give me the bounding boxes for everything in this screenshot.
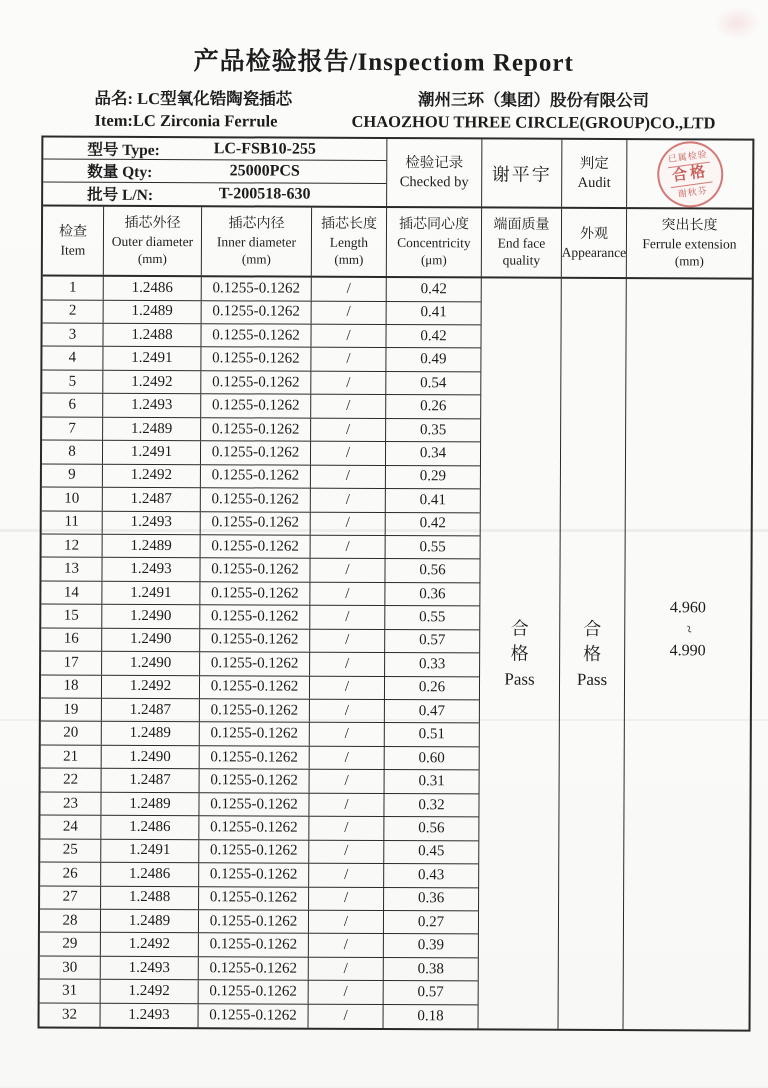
cell-concentricity: 0.43: [383, 864, 478, 887]
product-name-cn: 品名: LC型氧化锆陶瓷插芯: [94, 88, 293, 109]
cell-inner-diameter: 0.1255-0.1262: [199, 676, 309, 699]
type-label: 型号 Type:: [87, 141, 160, 159]
table-row: [40, 956, 478, 981]
appearance-result: 合 格 Pass: [558, 279, 626, 1029]
cell-concentricity: 0.57: [384, 630, 479, 653]
cell-length: /: [309, 700, 384, 723]
cell-length: /: [310, 348, 385, 371]
cell-outer-diameter: 1.2493: [102, 511, 200, 534]
cell-item-no: 28: [62, 912, 78, 929]
table-row: [40, 863, 478, 888]
table-row: [40, 909, 478, 934]
cell-item-no: 31: [62, 982, 78, 999]
cell-concentricity: 0.41: [386, 302, 481, 325]
cell-concentricity: 0.56: [383, 817, 478, 840]
cell-inner-diameter: 0.1255-0.1262: [200, 324, 310, 347]
cell-length: /: [310, 442, 385, 465]
col-header-end-face-quality: 端面质量 End face quality: [481, 209, 561, 277]
cell-length: /: [308, 817, 383, 840]
cell-concentricity: 0.27: [383, 911, 478, 934]
cell-outer-diameter: 1.2492: [100, 933, 198, 956]
col-header-concentricity: 插芯同心度 Concentricity (μm): [386, 208, 481, 276]
cell-concentricity: 0.29: [385, 466, 480, 489]
table-row: [42, 441, 480, 466]
cell-length: /: [308, 934, 383, 957]
cell-length: /: [310, 489, 385, 512]
col-header-length: 插芯长度 Length (mm): [311, 208, 386, 276]
col-header-ferrule-extension: 突出长度 Ferrule extension (mm): [626, 209, 752, 278]
product-name-en: Item:LC Zirconia Ferrule: [94, 110, 278, 131]
qc-pass-stamp-icon: [653, 137, 727, 211]
table-row: [41, 652, 479, 677]
cell-length: /: [309, 629, 384, 652]
cell-length: /: [310, 536, 385, 559]
cell-length: /: [308, 958, 383, 981]
cell-inner-diameter: 0.1255-0.1262: [201, 277, 311, 300]
cell-inner-diameter: 0.1255-0.1262: [198, 793, 308, 816]
cell-length: /: [310, 512, 385, 535]
cell-inner-diameter: 0.1255-0.1262: [201, 301, 311, 324]
table-row: [42, 417, 480, 442]
cell-outer-diameter: 1.2489: [102, 418, 200, 441]
cell-length: /: [308, 1004, 383, 1028]
inspection-table: [38, 136, 755, 1032]
table-row: [40, 1003, 478, 1028]
cell-length: /: [311, 301, 386, 324]
table-row: [42, 534, 480, 559]
lot-value: T-200518-630: [218, 185, 311, 203]
cell-item-no: 16: [63, 631, 79, 648]
cell-inner-diameter: 0.1255-0.1262: [198, 957, 308, 980]
cell-inner-diameter: 0.1255-0.1262: [200, 535, 310, 558]
cell-item-no: 30: [62, 959, 78, 976]
col-header-item: 检查 Item: [58, 224, 88, 258]
cell-length: /: [309, 676, 384, 699]
end-face-quality-result: 合 格 Pass: [478, 279, 561, 1029]
audit-stamp-cell: [626, 140, 752, 208]
table-row: [42, 347, 480, 372]
cell-outer-diameter: 1.2486: [100, 816, 198, 839]
cell-inner-diameter: 0.1255-0.1262: [200, 371, 310, 394]
table-row: [41, 605, 479, 630]
cell-outer-diameter: 1.2491: [100, 839, 198, 862]
cell-concentricity: 0.18: [383, 1005, 478, 1029]
cell-outer-diameter: 1.2491: [102, 441, 200, 464]
cell-item-no: 2: [68, 302, 77, 319]
cell-inner-diameter: 0.1255-0.1262: [200, 441, 310, 464]
cell-concentricity: 0.42: [385, 325, 480, 348]
col-header-outer-diameter: 插芯外径 Outer diameter (mm): [103, 207, 201, 275]
cell-concentricity: 0.31: [384, 770, 479, 793]
qty-label: 数量 Qty:: [87, 163, 153, 182]
table-row: [41, 769, 479, 794]
table-row: [41, 628, 479, 653]
cell-outer-diameter: 1.2486: [100, 863, 198, 886]
table-row: [42, 324, 480, 349]
table-row: [42, 511, 480, 536]
cell-length: /: [310, 325, 385, 348]
cell-inner-diameter: 0.1255-0.1262: [198, 887, 308, 910]
cell-concentricity: 0.42: [385, 513, 480, 536]
cell-length: /: [308, 911, 383, 934]
cell-item-no: 8: [68, 443, 76, 460]
checked-by-label-en: Checked by: [399, 173, 469, 190]
cell-concentricity: 0.34: [385, 442, 480, 465]
stamp-center-text: 合格: [668, 161, 712, 187]
product-name-block: [94, 88, 292, 133]
cell-length: /: [309, 770, 384, 793]
cell-inner-diameter: 0.1255-0.1262: [200, 395, 310, 418]
cell-item-no: 4: [68, 349, 77, 366]
cell-outer-diameter: 1.2491: [101, 582, 199, 605]
checked-by-name-cell: [481, 139, 561, 207]
cell-inner-diameter: 0.1255-0.1262: [199, 559, 309, 582]
cell-inner-diameter: 0.1255-0.1262: [199, 652, 309, 675]
report-title: 产品检验报告/Inspectiom Report: [193, 48, 574, 77]
cell-outer-diameter: 1.2490: [101, 629, 199, 652]
cell-length: /: [309, 583, 384, 606]
cell-length: /: [310, 465, 385, 488]
cell-outer-diameter: 1.2490: [101, 746, 199, 769]
cell-concentricity: 0.45: [383, 841, 478, 864]
cell-outer-diameter: 1.2493: [100, 1004, 198, 1028]
table-row: [40, 980, 478, 1005]
cell-item-no: 24: [62, 818, 78, 835]
type-row: [43, 138, 386, 162]
checked-by-name: 谢平宇: [491, 164, 552, 185]
cell-item-no: 18: [63, 677, 79, 695]
cell-item-no: 6: [68, 396, 77, 413]
table-row: [41, 699, 479, 724]
cell-inner-diameter: 0.1255-0.1262: [199, 723, 309, 746]
qty-row: [43, 160, 386, 184]
cell-inner-diameter: 0.1255-0.1262: [198, 934, 308, 957]
table-row: [40, 816, 478, 841]
cell-inner-diameter: 0.1255-0.1262: [198, 840, 308, 863]
table-row: [42, 394, 480, 419]
cell-concentricity: 0.60: [384, 747, 479, 770]
cell-length: /: [308, 840, 383, 863]
cell-item-no: 27: [62, 888, 78, 905]
cell-concentricity: 0.55: [384, 606, 479, 629]
cell-concentricity: 0.56: [384, 559, 479, 582]
cell-item-no: 7: [68, 420, 76, 437]
cell-concentricity: 0.33: [384, 653, 479, 676]
checked-by-header: [386, 139, 481, 207]
table-row: [41, 581, 479, 606]
cell-concentricity: 0.26: [384, 677, 479, 700]
cell-concentricity: 0.41: [385, 489, 480, 512]
measurement-rows: [40, 277, 481, 1029]
cell-outer-diameter: 1.2488: [100, 886, 198, 909]
cell-outer-diameter: 1.2489: [101, 722, 199, 745]
table-row: [41, 558, 479, 583]
cell-outer-diameter: 1.2487: [102, 488, 200, 511]
cell-inner-diameter: 0.1255-0.1262: [199, 699, 309, 722]
cell-item-no: 3: [68, 326, 77, 343]
cell-item-no: 19: [63, 701, 79, 718]
cell-item-no: 13: [63, 560, 80, 577]
cell-outer-diameter: 1.2493: [100, 957, 198, 980]
cell-length: /: [310, 418, 385, 441]
cell-inner-diameter: 0.1255-0.1262: [198, 910, 308, 933]
audit-header: [561, 140, 626, 207]
table-row: [43, 277, 481, 302]
cell-outer-diameter: 1.2492: [101, 675, 199, 698]
cell-item-no: 11: [64, 513, 79, 530]
cell-concentricity: 0.49: [385, 348, 480, 371]
cell-length: /: [309, 606, 384, 629]
cell-inner-diameter: 0.1255-0.1262: [199, 605, 309, 628]
column-header-row: [43, 207, 752, 280]
cell-item-no: 20: [63, 724, 79, 741]
lot-label: 批号 L/N:: [87, 186, 154, 204]
cell-concentricity: 0.32: [383, 794, 478, 817]
table-row: [43, 300, 481, 325]
cell-concentricity: 0.35: [385, 419, 480, 442]
cell-item-no: 23: [62, 795, 79, 812]
cell-item-no: 21: [63, 748, 79, 765]
cell-concentricity: 0.55: [385, 536, 480, 559]
qty-value: 25000PCS: [229, 162, 300, 180]
ferrule-extension-range: 4.960 ~ 4.990: [669, 599, 706, 660]
cell-outer-diameter: 1.2487: [101, 699, 199, 722]
stamp-top-text: 已属检验: [666, 147, 708, 164]
cell-inner-diameter: 0.1255-0.1262: [198, 980, 308, 1003]
cell-outer-diameter: 1.2492: [102, 464, 200, 487]
cell-inner-diameter: 0.1255-0.1262: [199, 770, 309, 793]
cell-concentricity: 0.36: [383, 888, 478, 911]
cell-inner-diameter: 0.1255-0.1262: [199, 629, 309, 652]
company-name-en: CHAOZHOU THREE CIRCLE(GROUP)CO.,LTD: [351, 111, 716, 133]
cell-item-no: 12: [64, 537, 80, 554]
cell-length: /: [311, 278, 386, 301]
cell-outer-diameter: 1.2492: [102, 371, 200, 394]
table-row: [40, 792, 478, 817]
cell-inner-diameter: 0.1255-0.1262: [200, 512, 310, 535]
cell-length: /: [310, 372, 385, 395]
cell-outer-diameter: 1.2489: [100, 910, 198, 933]
table-row: [40, 886, 478, 911]
info-section: [43, 138, 752, 210]
cell-outer-diameter: 1.2492: [100, 980, 198, 1003]
table-row: [42, 464, 480, 489]
cell-item-no: 17: [63, 654, 79, 671]
table-row: [42, 488, 480, 513]
table-row: [41, 722, 479, 747]
cell-length: /: [309, 653, 384, 676]
cell-concentricity: 0.39: [383, 934, 478, 957]
cell-item-no: 10: [64, 490, 80, 507]
cell-length: /: [310, 395, 385, 418]
cell-concentricity: 0.42: [386, 278, 481, 301]
cell-concentricity: 0.51: [384, 723, 479, 746]
ferrule-extension-result: [623, 279, 752, 1030]
cell-concentricity: 0.36: [384, 583, 479, 606]
cell-length: /: [309, 559, 384, 582]
cell-inner-diameter: 0.1255-0.1262: [199, 582, 309, 605]
cell-item-no: 1: [68, 279, 77, 296]
company-name-block: [351, 89, 715, 135]
cell-item-no: 9: [68, 467, 76, 484]
cell-item-no: 32: [62, 1006, 78, 1023]
table-row: [40, 933, 478, 958]
cell-item-no: 22: [63, 771, 79, 788]
table-row: [41, 675, 479, 700]
cell-item-no: 5: [68, 373, 77, 390]
cell-inner-diameter: 0.1255-0.1262: [200, 348, 310, 371]
cell-concentricity: 0.26: [385, 395, 480, 418]
cell-item-no: 26: [62, 865, 78, 882]
cell-outer-diameter: 1.2487: [101, 769, 199, 792]
cell-length: /: [309, 747, 384, 770]
cell-length: /: [308, 793, 383, 816]
cell-inner-diameter: 0.1255-0.1262: [200, 465, 310, 488]
cell-outer-diameter: 1.2489: [100, 793, 198, 816]
cell-outer-diameter: 1.2488: [102, 324, 200, 347]
lot-row: [43, 182, 386, 206]
cell-inner-diameter: 0.1255-0.1262: [200, 488, 310, 511]
cell-concentricity: 0.38: [383, 958, 478, 981]
cell-item-no: 29: [62, 935, 78, 952]
col-header-appearance: 外观 Appearance: [561, 209, 626, 277]
cell-outer-diameter: 1.2486: [103, 277, 201, 300]
company-name-cn: 潮州三环（集团）股份有限公司: [418, 90, 650, 111]
cell-concentricity: 0.47: [384, 700, 479, 723]
cell-outer-diameter: 1.2489: [103, 300, 201, 323]
cell-item-no: 25: [62, 841, 78, 859]
cell-outer-diameter: 1.2493: [102, 394, 200, 417]
cell-outer-diameter: 1.2489: [102, 535, 200, 558]
type-value: LC-FSB10-255: [213, 139, 316, 158]
measurement-body: [40, 277, 752, 1030]
col-header-inner-diameter: 插芯内径 Inner diameter (mm): [201, 207, 311, 275]
cell-inner-diameter: 0.1255-0.1262: [198, 1004, 308, 1028]
cell-outer-diameter: 1.2490: [101, 652, 199, 675]
table-row: [40, 839, 478, 864]
cell-inner-diameter: 0.1255-0.1262: [200, 418, 310, 441]
checked-by-label-cn: 检验记录: [405, 154, 464, 171]
cell-item-no: 15: [63, 607, 79, 624]
cell-inner-diameter: 0.1255-0.1262: [198, 863, 308, 886]
table-row: [42, 370, 480, 395]
cell-item-no: 14: [63, 584, 79, 601]
stamp-bottom-text: 谢秋芬: [676, 184, 708, 199]
cell-length: /: [308, 864, 383, 887]
audit-label-cn: 判定: [579, 155, 609, 172]
cell-outer-diameter: 1.2491: [102, 347, 200, 370]
cell-length: /: [309, 723, 384, 746]
cell-length: /: [308, 981, 383, 1004]
cell-length: /: [308, 887, 383, 910]
cell-outer-diameter: 1.2490: [101, 605, 199, 628]
cell-inner-diameter: 0.1255-0.1262: [198, 816, 308, 839]
table-row: [41, 745, 479, 770]
audit-label-en: Audit: [577, 174, 611, 191]
cell-inner-diameter: 0.1255-0.1262: [199, 746, 309, 769]
cell-concentricity: 0.54: [385, 372, 480, 395]
cell-concentricity: 0.57: [383, 981, 478, 1004]
cell-outer-diameter: 1.2493: [101, 558, 199, 581]
